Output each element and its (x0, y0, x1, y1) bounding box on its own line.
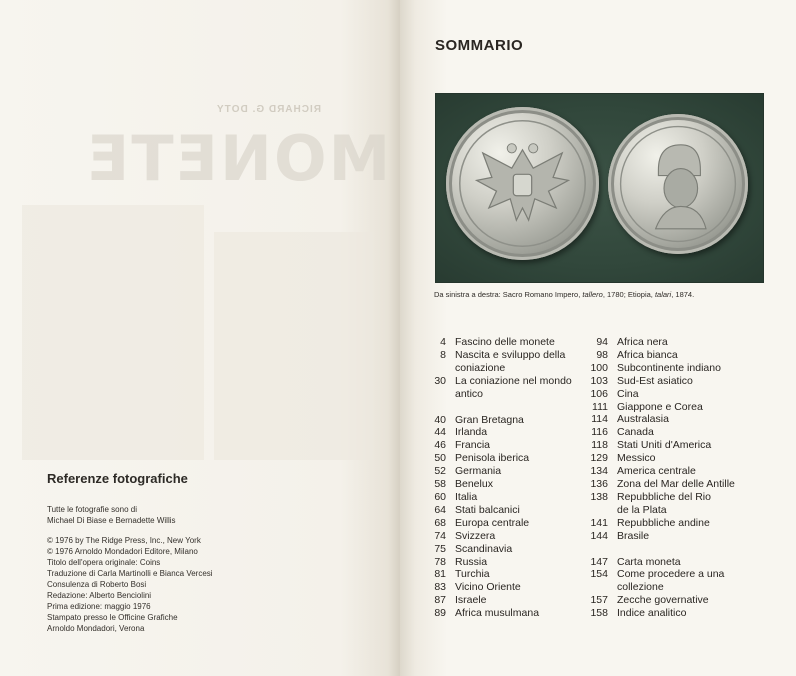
credits-line: Arnoldo Mondadori, Verona (47, 624, 145, 633)
toc-entry (584, 491, 754, 517)
toc-entry-title (608, 349, 754, 362)
toc-column-left (428, 336, 580, 620)
toc-entry-title (446, 556, 580, 569)
caption-tallero: tallero (582, 290, 603, 299)
toc-page-number: 114 (591, 413, 608, 426)
toc-entry (428, 568, 580, 581)
toc-entry-title (446, 426, 580, 439)
toc-entry-title (608, 362, 754, 375)
toc-entry (584, 465, 754, 478)
toc-gap (428, 401, 580, 414)
toc-page-number: 40 (434, 413, 446, 426)
toc-page-number: 154 (590, 568, 608, 581)
toc-page-number: 136 (590, 477, 608, 490)
toc-title-line: Italia (455, 490, 478, 503)
toc-entry-title (446, 465, 580, 478)
toc-title-line: Sud-Est asiatico (617, 374, 693, 387)
toc-entry-title (608, 556, 754, 569)
credits-line: © 1976 by The Ridge Press, Inc., New York (47, 536, 201, 545)
toc-title-line: Canada (617, 426, 654, 439)
toc-entry (584, 568, 754, 594)
credits-group (47, 504, 307, 526)
toc-title-line: Giappone e Corea (617, 400, 703, 413)
toc-entry-title (608, 452, 754, 465)
toc-entry-title (446, 336, 580, 349)
toc-entry-title (446, 581, 580, 594)
toc-entry (428, 336, 580, 349)
toc-entry (428, 594, 580, 607)
toc-page-number: 134 (590, 465, 608, 478)
toc-entry (428, 426, 580, 439)
toc-entry-title (608, 375, 754, 388)
toc-title-line: Francia (455, 439, 491, 452)
credits-line: Redazione: Alberto Benciolini (47, 591, 152, 600)
credits-line: Titolo dell'opera originale: Coins (47, 558, 161, 567)
toc-page-number: 147 (590, 555, 608, 568)
bleed-through-title: MONETE (85, 122, 391, 195)
toc-title-line: Russia (455, 555, 488, 568)
toc-entry (428, 478, 580, 491)
toc-title-line: Stati balcanici (455, 503, 520, 516)
toc-entry (428, 491, 580, 504)
toc-entry-title (608, 336, 754, 349)
toc-entry (584, 517, 754, 530)
toc-entry (428, 375, 580, 401)
toc-page-number: 144 (590, 529, 608, 542)
toc-entry-title (608, 401, 754, 414)
toc-entry-title (608, 594, 754, 607)
toc-entry (584, 439, 754, 452)
toc-entry-title (446, 349, 580, 375)
toc-entry (428, 452, 580, 465)
toc-entry (584, 530, 754, 543)
toc-page-number: 83 (434, 581, 446, 594)
bleed-through-block-left (22, 205, 204, 460)
toc-entry-title (446, 568, 580, 581)
referenze-title: Referenze fotografiche (47, 471, 188, 486)
credits-line: Stampato presso le Officine Grafiche (47, 613, 178, 622)
toc-entry (428, 349, 580, 375)
toc-entry (584, 349, 754, 362)
photo-caption (434, 290, 774, 299)
toc-title-line: Australasia (617, 413, 669, 426)
toc-entry (584, 478, 754, 491)
toc-title-line: Vicino Oriente (455, 581, 521, 594)
toc-title-line: Israele (455, 594, 487, 607)
caption-middle: , 1780; Etiopia, (602, 290, 655, 299)
toc-title-line: Turchia (455, 568, 490, 581)
toc-title-line: Repubbliche andine (617, 516, 710, 529)
toc-entry-title (446, 491, 580, 504)
credits-group (47, 535, 307, 634)
toc-title-line: Gran Bretagna (455, 413, 524, 426)
toc-page-number: 81 (434, 568, 446, 581)
toc-entry (584, 607, 754, 620)
credits-line: Prima edizione: maggio 1976 (47, 602, 151, 611)
bleed-through-author: RICHARD G. DOTY (216, 104, 321, 115)
toc-entry (584, 401, 754, 414)
toc-entry (584, 388, 754, 401)
credits-line: Traduzione di Carla Martinolli e Bianca Vercesi (47, 569, 213, 578)
toc-page-number: 46 (434, 439, 446, 452)
toc-title-line: Benelux (455, 478, 493, 491)
toc-title-line: La coniazione nel mondo (455, 374, 572, 387)
toc-entry (428, 517, 580, 530)
toc-entry (428, 607, 580, 620)
toc-title-line: Brasile (617, 529, 650, 542)
toc-page-number: 64 (434, 503, 446, 516)
toc-title-line: Europa centrale (455, 516, 530, 529)
crowned-portrait-icon (608, 114, 748, 254)
toc-entry-title (608, 568, 754, 594)
toc-page-number: 116 (591, 426, 608, 439)
toc-title-line: coniazione (455, 361, 506, 374)
holy-roman-empire-taler-coin (446, 107, 599, 260)
toc-page-number: 98 (596, 348, 608, 361)
toc-title-line: Carta moneta (617, 555, 681, 568)
toc-entry-title (446, 504, 580, 517)
toc-entry (428, 465, 580, 478)
toc-page-number: 111 (592, 400, 608, 413)
toc-page-number: 75 (434, 542, 446, 555)
toc-title-line: Come procedere a una (617, 568, 725, 581)
toc-page-number: 58 (434, 478, 446, 491)
toc-entry-title (608, 413, 754, 426)
toc-title-line: de la Plata (617, 503, 667, 516)
toc-title-line: Zona del Mar delle Antille (617, 477, 735, 490)
toc-title-line: Cina (617, 387, 639, 400)
toc-title-line: collezione (617, 581, 664, 594)
toc-entry-title (608, 517, 754, 530)
toc-entry-title (446, 517, 580, 530)
toc-entry-title (446, 452, 580, 465)
credits-line: Michael Di Biase e Bernadette Willis (47, 516, 176, 525)
toc-title-line: Repubbliche del Rio (617, 490, 711, 503)
toc-entry-title (608, 465, 754, 478)
toc-page-number: 78 (434, 555, 446, 568)
toc-page-number: 52 (434, 465, 446, 478)
toc-entry (584, 426, 754, 439)
toc-page-number: 74 (434, 529, 446, 542)
toc-gap (584, 543, 754, 556)
toc-page-number: 157 (590, 594, 608, 607)
toc-page-number: 100 (590, 361, 608, 374)
toc-entry-title (446, 478, 580, 491)
toc-title-line: America centrale (617, 465, 696, 478)
toc-page-number: 103 (590, 374, 608, 387)
toc-entry (584, 594, 754, 607)
caption-talari: talari (654, 290, 672, 299)
credits-line: Consulenza di Roberto Bosi (47, 580, 147, 589)
toc-entry (428, 439, 580, 452)
coins-photo (435, 93, 764, 283)
toc-entry-title (446, 543, 580, 556)
toc-title-line: Subcontinente indiano (617, 361, 721, 374)
toc-entry (428, 504, 580, 517)
toc-entry-title (608, 491, 754, 517)
toc-page-number: 138 (590, 490, 608, 503)
toc-entry-title (608, 439, 754, 452)
toc-entry-title (608, 478, 754, 491)
ethiopia-talari-coin (608, 114, 748, 254)
toc-page-number: 89 (434, 607, 446, 620)
toc-entry (428, 414, 580, 427)
credits-block (47, 504, 307, 643)
toc-entry-title (446, 414, 580, 427)
credits-line: © 1976 Arnoldo Mondadori Editore, Milano (47, 547, 198, 556)
toc-page-number: 141 (590, 516, 608, 529)
toc-entry (428, 543, 580, 556)
double-eagle-icon (446, 107, 599, 260)
toc-entry-title (446, 375, 580, 401)
toc-title-line: Stati Uniti d'America (617, 439, 712, 452)
toc-title-line: Africa nera (617, 336, 668, 348)
toc-entry (428, 581, 580, 594)
toc-title-line: Penisola iberica (455, 452, 530, 465)
toc-title-line: Zecche governative (617, 594, 709, 607)
toc-entry (584, 336, 754, 349)
toc-entry (584, 556, 754, 569)
toc-title-line: Messico (617, 452, 656, 465)
caption-suffix: , 1874. (671, 290, 695, 299)
caption-prefix: Da sinistra a destra: Sacro Romano Impero, (434, 290, 583, 299)
toc-title-line: Svizzera (455, 529, 496, 542)
toc-page-number: 118 (591, 439, 608, 452)
toc-page-number: 158 (590, 607, 608, 620)
toc-page-number: 30 (434, 374, 446, 387)
toc-page-number: 60 (434, 490, 446, 503)
toc-entry-title (446, 607, 580, 620)
toc-title-line: Africa bianca (617, 348, 678, 361)
toc-entry-title (608, 388, 754, 401)
toc-entry (428, 530, 580, 543)
toc-title-line: Indice analitico (617, 607, 687, 620)
toc-entry-title (446, 530, 580, 543)
toc-entry-title (608, 530, 754, 543)
toc-title-line: Germania (455, 465, 502, 478)
toc-entry-title (608, 426, 754, 439)
toc-page-number: 106 (590, 387, 608, 400)
toc-title-line: Nascita e sviluppo della (455, 348, 566, 361)
toc-page-number: 8 (440, 348, 446, 361)
toc-entry (428, 556, 580, 569)
toc-title-line: Irlanda (455, 426, 488, 439)
sommario-heading: SOMMARIO (435, 37, 524, 54)
toc-page-number: 129 (590, 452, 608, 465)
toc-page-number: 44 (434, 426, 446, 439)
toc-title-line: Scandinavia (455, 542, 513, 555)
toc-entry (584, 375, 754, 388)
toc-column-right (584, 336, 754, 620)
toc-entry (584, 413, 754, 426)
toc-title-line: Africa musulmana (455, 607, 540, 620)
toc-entry (584, 452, 754, 465)
toc-page-number: 87 (434, 594, 446, 607)
toc-entry-title (446, 594, 580, 607)
toc-entry (584, 362, 754, 375)
toc-page-number: 94 (596, 336, 608, 348)
toc-page-number: 50 (434, 452, 446, 465)
toc-page-number: 68 (434, 516, 446, 529)
credits-line: Tutte le fotografie sono di (47, 505, 137, 514)
toc-entry-title (446, 439, 580, 452)
toc-entry-title (608, 607, 754, 620)
toc-page-number: 4 (440, 336, 446, 348)
toc-title-line: antico (455, 387, 484, 400)
bleed-through-block-right (214, 232, 374, 460)
toc-title-line: Fascino delle monete (455, 336, 555, 348)
